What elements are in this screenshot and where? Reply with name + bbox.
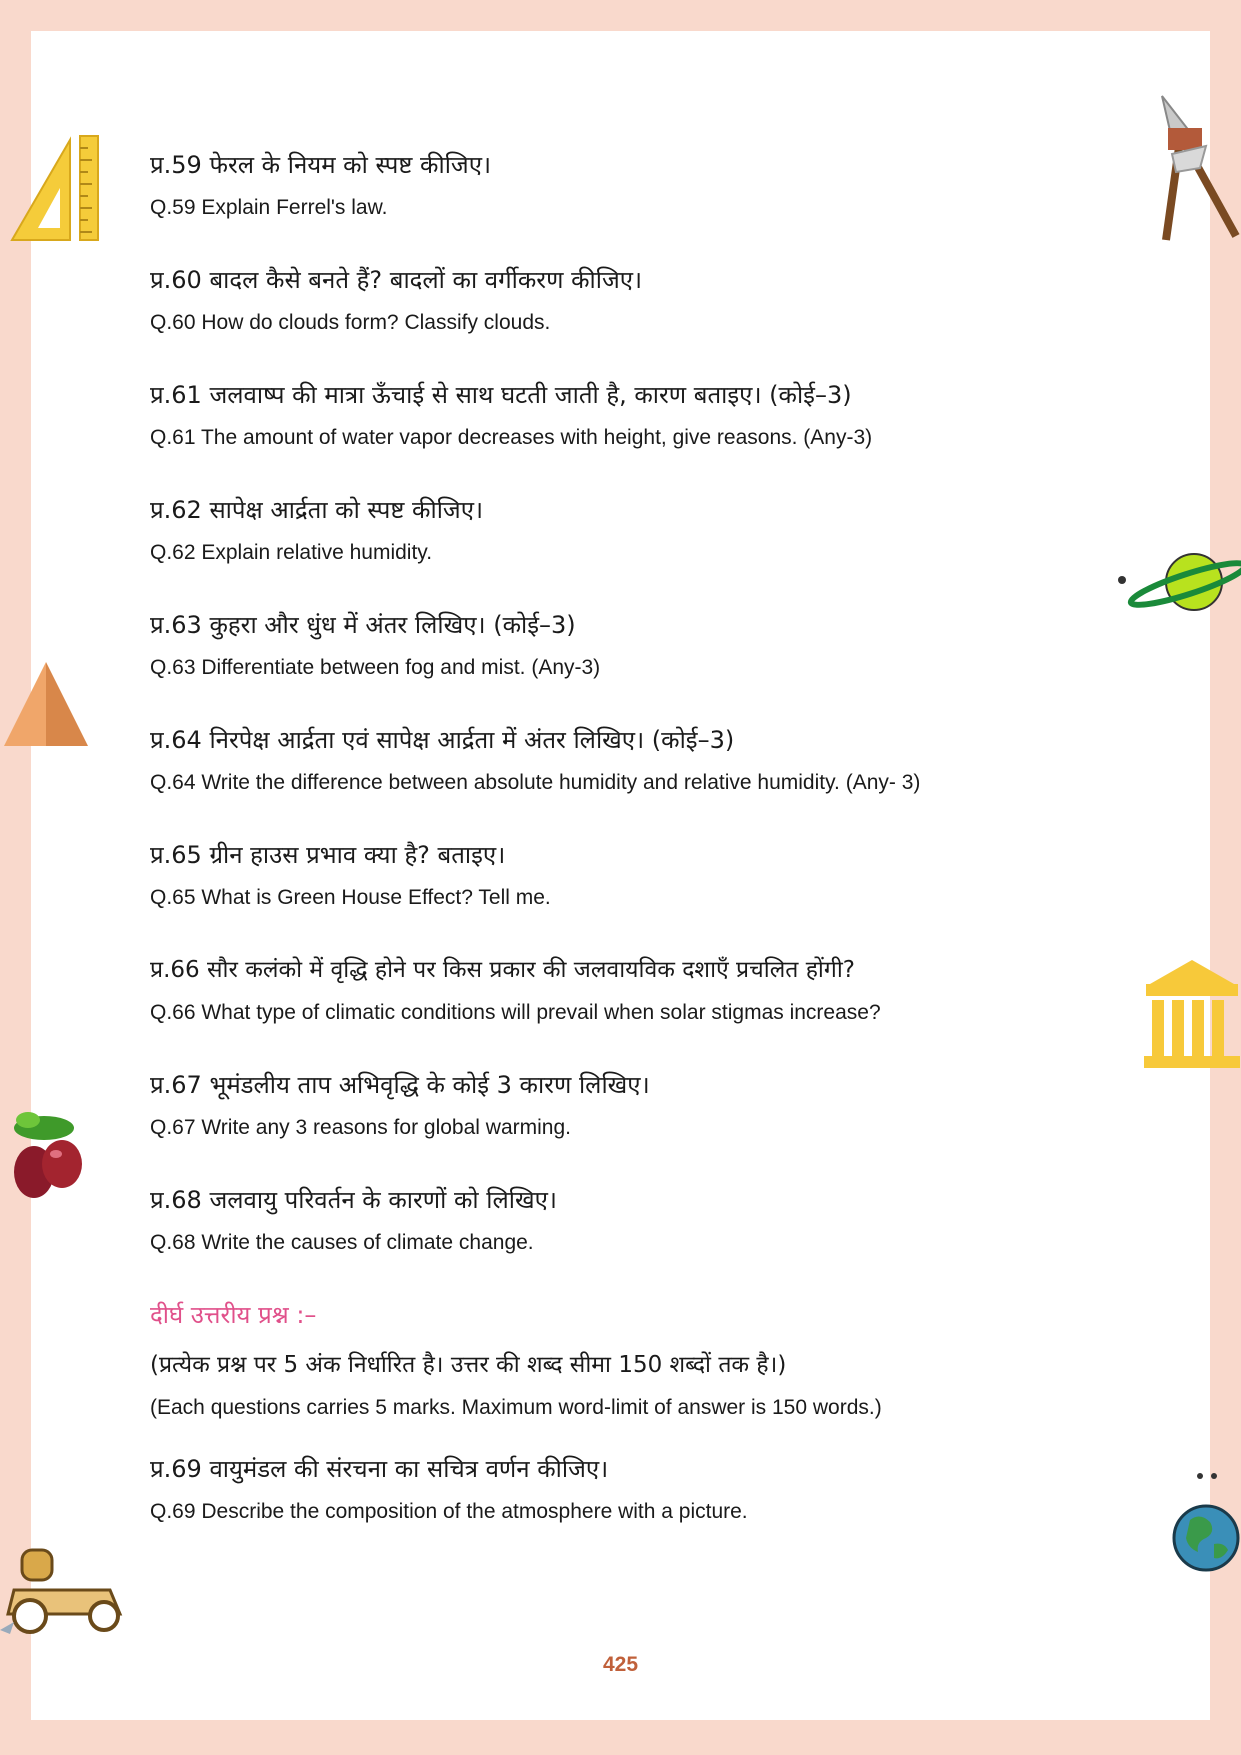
question-60: [150, 263, 1070, 378]
question-english: Q.67 Write any 3 reasons for global warming.: [150, 1116, 571, 1139]
question-68: [150, 1183, 1070, 1298]
question-english: Q.65 What is Green House Effect? Tell me.: [150, 886, 551, 909]
question-hindi: प्र.64 निरपेक्ष आर्द्रता एवं सापेक्ष आर्द्रता में अंतर लिखिए। (कोई–3): [150, 726, 735, 754]
question-hindi: प्र.63 कुहरा और धुंध में अंतर लिखिए। (कोई–3): [150, 611, 576, 639]
pyramid-icon: [2, 660, 90, 748]
question-hindi: प्र.61 जलवाष्प की मात्रा ऊँचाई से साथ घटती जाती है, कारण बताइए। (कोई–3): [150, 381, 852, 409]
marks-note-english: (Each questions carries 5 marks. Maximum word-limit of answer is 150 words.): [150, 1396, 882, 1419]
question-hindi: प्र.67 भूमंडलीय ताप अभिवृद्धि के कोई 3 कारण लिखिए।: [150, 1071, 650, 1099]
question-59: [150, 148, 1070, 263]
page-number: 425: [602, 1653, 639, 1676]
question-63: [150, 608, 1070, 723]
question-62: [150, 493, 1070, 608]
long-answer-section: [150, 1298, 1070, 1526]
question-67: [150, 1068, 1070, 1183]
question-english: Q.61 The amount of water vapor decreases with height, give reasons. (Any-3): [150, 426, 873, 449]
question-hindi: प्र.59 फेरल के नियम को स्पष्ट कीजिए।: [150, 151, 492, 179]
set-square-ruler-icon: [8, 132, 104, 244]
question-65: [150, 838, 1070, 953]
stone-tools-icon: [1150, 92, 1240, 244]
old-car-icon: [0, 1534, 128, 1634]
question-english: Q.66 What type of climatic conditions will prevail when solar stigmas increase?: [150, 1001, 881, 1024]
question-english: Q.68 Write the causes of climate change.: [150, 1231, 534, 1254]
question-hindi: प्र.68 जलवायु परिवर्तन के कारणों को लिखिए।: [150, 1186, 557, 1214]
question-english: Q.60 How do clouds form? Classify clouds.: [150, 311, 551, 334]
question-66: [150, 953, 1070, 1068]
globe-earth-icon: [1170, 1470, 1241, 1574]
question-hindi: प्र.60 बादल कैसे बनते हैं? बादलों का वर्गीकरण कीजिए।: [150, 266, 643, 294]
question-hindi: प्र.65 ग्रीन हाउस प्रभाव क्या है? बताइए।: [150, 841, 506, 869]
question-english: Q.63 Differentiate between fog and mist. (Any-3): [150, 656, 601, 679]
question-english: Q.62 Explain relative humidity.: [150, 541, 433, 564]
question-list: [150, 148, 1070, 1526]
question-hindi: प्र.62 सापेक्ष आर्द्रता को स्पष्ट कीजिए।: [150, 496, 484, 524]
marks-note-hindi: (प्रत्येक प्रश्न पर 5 अंक निर्धारित है। उत्तर की शब्द सीमा 150 शब्दों तक है।): [150, 1352, 787, 1378]
question-64: [150, 723, 1070, 838]
question-hindi: प्र.66 सौर कलंको में वृद्धि होने पर किस प्रकार की जलवायविक दशाएँ प्रचलित होंगी?: [150, 957, 856, 983]
question-english: Q.59 Explain Ferrel's law.: [150, 196, 388, 219]
question-61: [150, 378, 1070, 493]
planet-saturn-icon: [1116, 544, 1241, 616]
berries-icon: [4, 1106, 88, 1206]
question-69: [150, 1452, 1070, 1526]
section-title: दीर्घ उत्तरीय प्रश्न :–: [150, 1301, 317, 1329]
question-english: Q.64 Write the difference between absolute humidity and relative humidity. (Any- 3): [150, 771, 921, 794]
question-hindi: प्र.69 वायुमंडल की संरचना का सचित्र वर्णन कीजिए।: [150, 1455, 609, 1483]
question-english: Q.69 Describe the composition of the atmosphere with a picture.: [150, 1500, 748, 1523]
pillar-building-icon: [1142, 956, 1241, 1070]
